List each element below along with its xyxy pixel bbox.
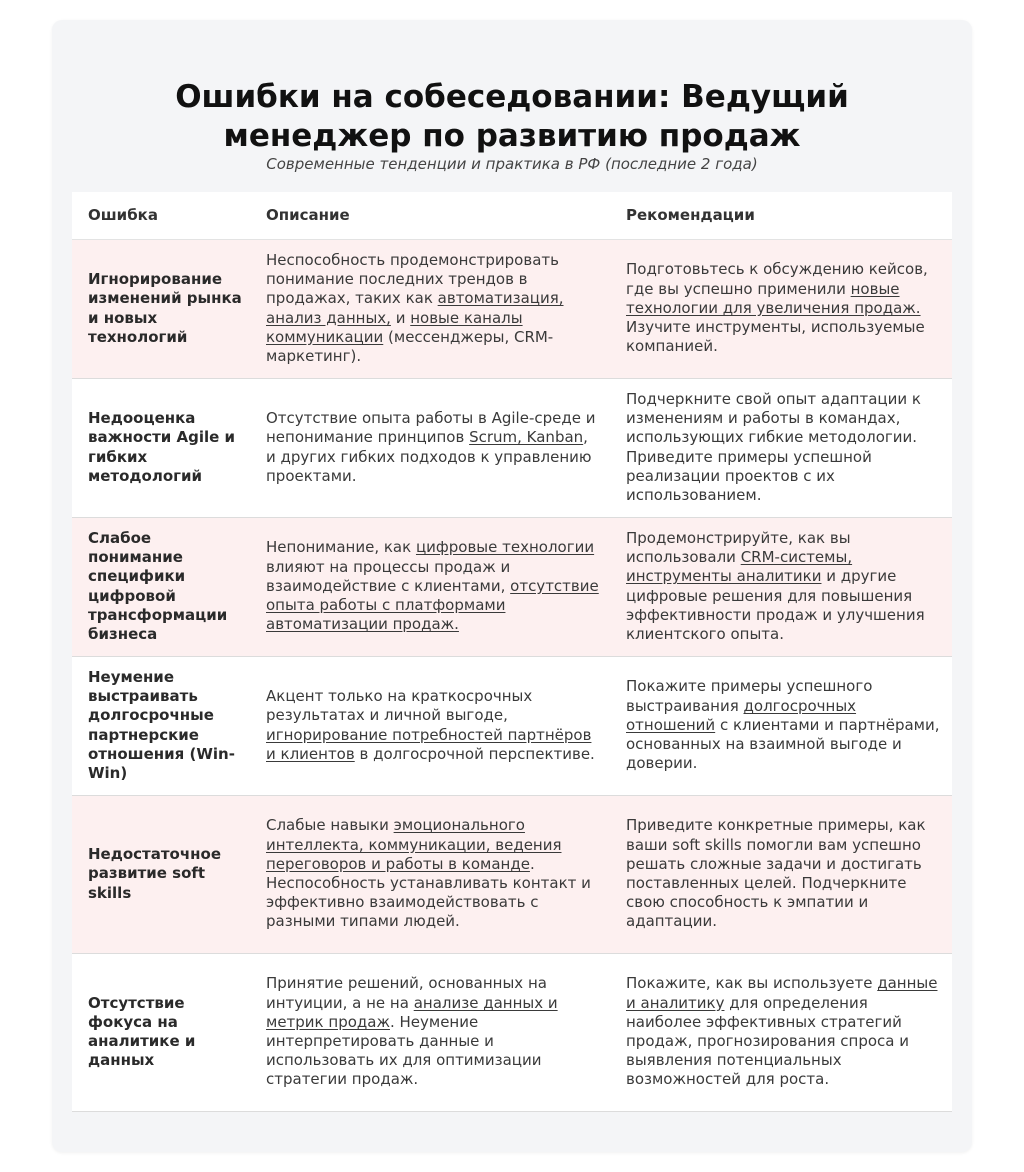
text-span: Принятие решений, основанных на интуиции, а не на xyxy=(266,974,547,1012)
description-cell xyxy=(250,239,610,378)
error-cell: Недооценка важности Agile и гибких методологий xyxy=(72,378,250,517)
text-span: Продемонстрируйте, как вы использовали xyxy=(626,528,851,567)
error-cell: Игнорирование изменений рынка и новых технологий xyxy=(72,239,250,378)
recommendation-cell xyxy=(610,239,952,378)
text-span: с клиентами и партнёрами, основанных на взаимной выгоде и доверии. xyxy=(626,715,940,773)
highlighted-text: отсутствие опыта работы с платформами автоматизации продаж. xyxy=(266,576,599,634)
mistakes-table xyxy=(72,192,952,1112)
highlighted-text: автоматизация, анализ данных, xyxy=(266,289,564,327)
text-span: влияют на процессы продаж и взаимодействие с клиентами, xyxy=(266,557,511,595)
table-row xyxy=(72,656,952,795)
description-cell xyxy=(250,517,610,656)
column-header-recommendation: Рекомендации xyxy=(610,192,952,239)
table-row xyxy=(72,953,952,1111)
description-cell xyxy=(250,953,610,1111)
highlighted-text: CRM-системы, инструменты аналитики xyxy=(626,548,853,586)
description-cell xyxy=(250,656,610,795)
recommendation-cell xyxy=(610,953,952,1111)
text-span: Непонимание, как xyxy=(266,538,416,557)
recommendation-cell xyxy=(610,517,952,656)
text-span: в долгосрочной перспективе. xyxy=(354,744,595,763)
text-span: . Неспособность устанавливать контакт и эффективно взаимодействовать с разными типами людей. xyxy=(266,854,591,931)
recommendation-cell xyxy=(610,656,952,795)
text-span: Изучите инструменты, используемые компанией. xyxy=(626,318,925,356)
column-header-error: Ошибка xyxy=(72,192,250,239)
highlighted-text: данные и аналитику xyxy=(626,974,938,1012)
text-span: и xyxy=(390,308,411,327)
recommendation-cell xyxy=(610,795,952,953)
highlighted-text: новые технологии для увеличения продаж. xyxy=(626,279,921,317)
error-cell: Недостаточное развитие soft skills xyxy=(72,795,250,953)
highlighted-text: игнорирование потребностей партнёров и клиентов xyxy=(266,725,592,763)
table-row xyxy=(72,378,952,517)
text-span: , и других гибких подходов к управлению проектами. xyxy=(266,428,592,485)
highlighted-text: Scrum, Kanban xyxy=(469,428,584,447)
column-header-description: Описание xyxy=(250,192,610,239)
description-cell xyxy=(250,378,610,517)
description-cell xyxy=(250,795,610,953)
table-row xyxy=(72,239,952,378)
text-span: Слабые навыки xyxy=(266,816,394,835)
text-span: Покажите примеры успешного выстраивания xyxy=(626,677,873,715)
table-row xyxy=(72,517,952,656)
text-span: Подчеркните свой опыт адаптации к изменениям и работы в командах, использующих гибкие методологии. Приведите примеры успешной реализации проектов с их использованием. xyxy=(626,389,921,504)
text-span: . Неумение интерпретировать данные и использовать их для оптимизации стратегии продаж. xyxy=(266,1012,542,1089)
table-row xyxy=(72,795,952,953)
text-span: Подготовьтесь к обсуждению кейсов, где вы успешно применили xyxy=(626,260,928,298)
text-span: Неспособность продемонстрировать понимание последних трендов в продажах, таких как xyxy=(266,250,559,308)
highlighted-text: долгосрочных отношений xyxy=(626,696,857,734)
text-span: Покажите, как вы используете xyxy=(626,974,878,993)
highlighted-text: новые каналы коммуникации xyxy=(266,308,523,346)
text-span: и другие цифровые решения для повышения эффективности продаж и улучшения клиентского опыта. xyxy=(626,567,925,643)
highlighted-text: анализе данных и метрик продаж xyxy=(266,993,558,1031)
error-cell: Неумение выстраивать долгосрочные партнерские отношения (Win-Win) xyxy=(72,656,250,795)
page-subtitle: Современные тенденции и практика в РФ (последние 2 года) xyxy=(266,155,758,173)
text-span: (мессенджеры, CRM-маркетинг). xyxy=(266,327,554,365)
error-cell: Отсутствие фокуса на аналитике и данных xyxy=(72,953,250,1111)
highlighted-text: эмоционального интеллекта, коммуникации, ведения переговоров и работы в команде xyxy=(266,816,562,873)
text-span: Акцент только на краткосрочных результатах и личной выгоде, xyxy=(266,687,533,725)
recommendation-cell xyxy=(610,378,952,517)
text-span: Приведите конкретные примеры, как ваши soft skills помогли вам успешно решать сложные задачи и достигать поставленных целей. Подчеркните свою способность к эмпатии и адаптации. xyxy=(626,816,926,931)
table-header-row xyxy=(72,192,952,239)
page-title: Ошибки на собеседовании: Ведущий менеджер по развитию продаж xyxy=(175,79,849,154)
error-cell: Слабое понимание специфики цифровой трансформации бизнеса xyxy=(72,517,250,656)
content-card xyxy=(52,20,972,1152)
text-span: для определения наиболее эффективных стратегий продаж, прогнозирования спроса и выявления потенциальных возможностей для роста. xyxy=(626,993,910,1089)
highlighted-text: цифровые технологии xyxy=(415,538,595,557)
text-span: Отсутствие опыта работы в Agile-среде и непонимание принципов xyxy=(266,409,596,447)
